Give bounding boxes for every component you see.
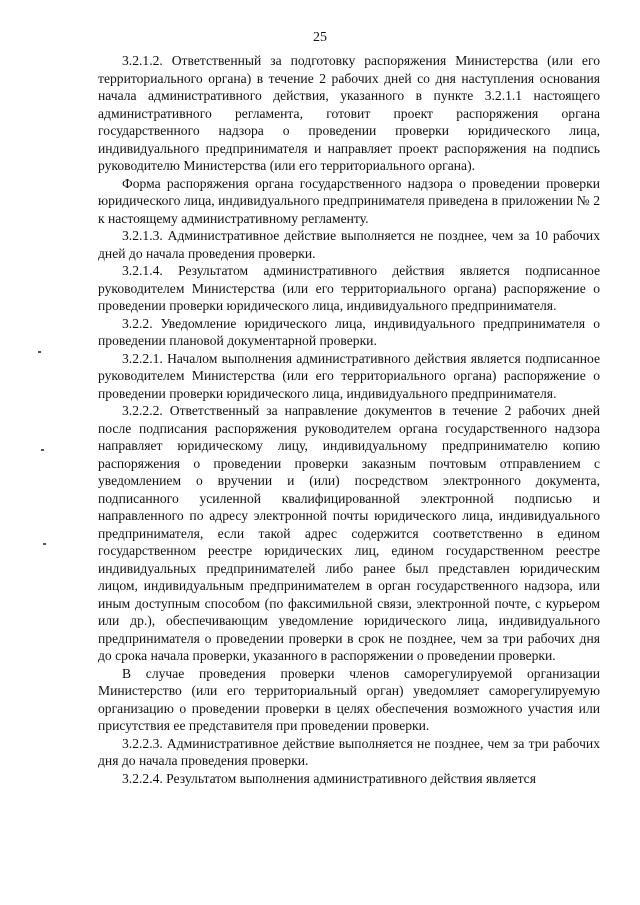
- paragraph-3-2-2-2: 3.2.2.2. Ответственный за направление документов в течение 2 рабочих дней после подписания распоряжения руководителем органа государственного надзора направляет юридическому лицу, индивидуальному предпринимателю копию распоряжения о проведении проверки заказным почтовым отправлением с уведомлением о вручении и (или) посредством электронного документа, подписанного усиленной квалифицированной электронной подписью и направленного по адресу электронной почты юридического лица, индивидуального предпринимателя, если такой адрес содержится соответственно в едином государственном реестре юридических лиц, едином государственном реестре индивидуальных предпринимателей либо ранее был представлен юридическим лицом, индивидуальным предпринимателем в орган государственного надзора, или иным доступным способом (по факсимильной связи, электронной почте, с курьером или др.), обеспечивающим уведомление юридического лица, индивидуального предпринимателя о проведении проверки в срок не позднее, чем за три рабочих дня до срока начала проверки, указанного в распоряжении о проведении проверки.: [98, 403, 600, 663]
- paragraph-form-reference: Форма распоряжения органа государственного надзора о проведении проверки юридического лица, индивидуального предпринимателя приведена в приложении № 2 к настоящему административному регламенту.: [98, 175, 600, 226]
- scan-speck: [43, 543, 46, 545]
- paragraph-3-2-2-3: 3.2.2.3. Административное действие выполняется не позднее, чем за три рабочих дня до начала проведения проверки.: [98, 735, 600, 768]
- paragraph-3-2-2: 3.2.2. Уведомление юридического лица, индивидуального предпринимателя о проведении плановой документарной проверки.: [98, 315, 600, 348]
- paragraph-sro-notice: В случае проведения проверки членов саморегулируемой организации Министерство (или его территориальный орган) уведомляет саморегулируемую организацию о проведении проверки в целях обеспечения возможного участия или присутствия ее представителя при проведении проверки.: [98, 665, 600, 733]
- paragraph-3-2-1-3: 3.2.1.3. Административное действие выполняется не позднее, чем за 10 рабочих дней до начала проведения проверки.: [98, 228, 600, 261]
- scan-speck: [41, 449, 44, 451]
- paragraph-3-2-1-4: 3.2.1.4. Результатом административного действия является подписанное руководителем Министерства (или его территориального органа) распоряжение о проведении проверки юридического лица, индивидуального предпринимателя.: [98, 263, 600, 313]
- paragraph-3-2-2-4: 3.2.2.4. Результатом выполнения административного действия является: [122, 770, 536, 786]
- page-number: 25: [313, 30, 327, 45]
- document-body: [98, 52, 600, 787]
- paragraph-3-2-1-2: 3.2.1.2. Ответственный за подготовку распоряжения Министерства (или его территориального органа) в течение 2 рабочих дней со дня наступления основания начала административного действия, указанного в пункте 3.2.1.1 настоящего административного регламента, готовит проект распоряжения органа государственного надзора о проведении проверки юридического лица, индивидуального предпринимателя и направляет проект распоряжения на подпись руководителю Министерства (или его территориального органа).: [98, 53, 600, 173]
- paragraph-3-2-2-1: 3.2.2.1. Началом выполнения административного действия является подписанное руководителем Министерства (или его территориального органа) распоряжение о проведении проверки юридического лица, индивидуального предпринимателя.: [98, 350, 600, 401]
- scan-speck: [38, 351, 41, 353]
